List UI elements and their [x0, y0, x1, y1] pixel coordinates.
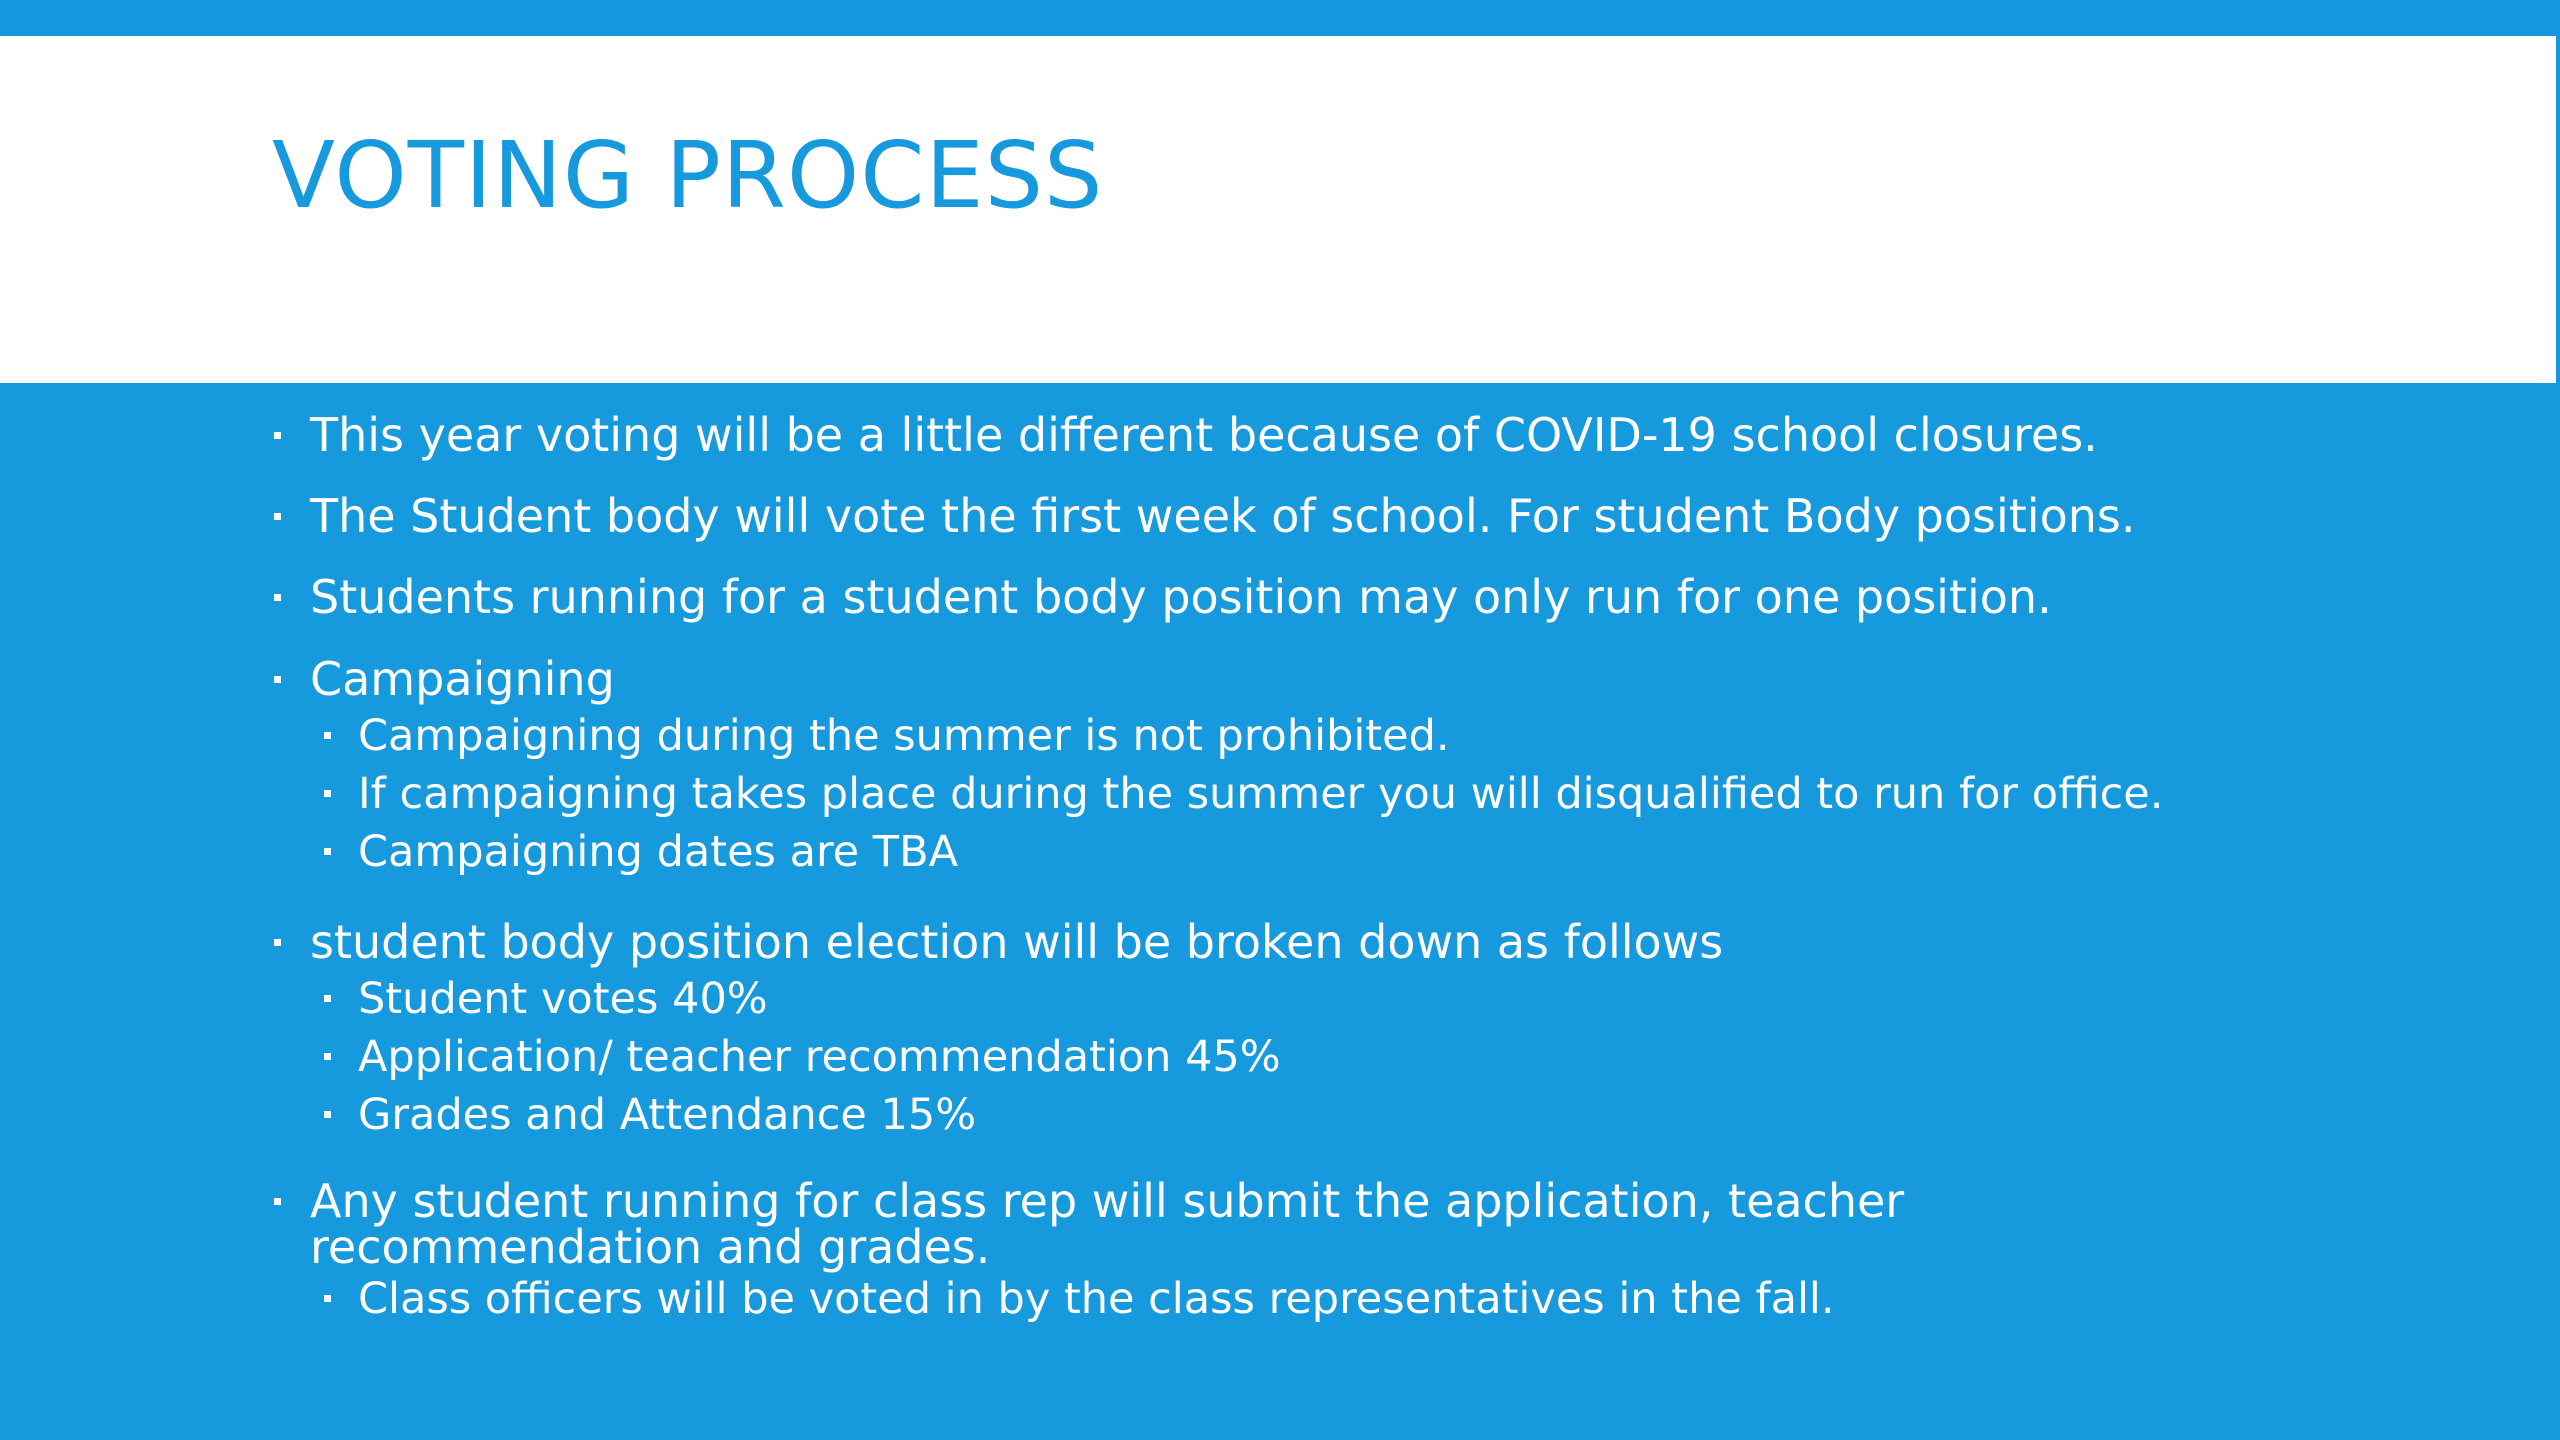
list-item [272, 1174, 2250, 1275]
bullet-text: The Student body will vote the first week of school. For student Body positions. [310, 489, 2136, 544]
bullet-text: student body position election will be broken down as follows [310, 914, 1724, 969]
bullet-text: Any student running for class rep will submit the application, teacher recommendation and grades. [310, 1174, 1905, 1275]
bullet-icon [274, 939, 281, 946]
sub-bullet-icon [324, 848, 331, 855]
sub-list-item [272, 765, 2322, 823]
bullet-icon [274, 676, 281, 683]
sub-bullet-text: Campaigning dates are TBA [358, 826, 958, 877]
sub-bullet-text: Class officers will be voted in by the class representatives in the fall. [358, 1274, 1835, 1325]
sub-list-item [272, 1270, 2322, 1328]
top-accent-band [0, 0, 2560, 36]
sub-list-item [272, 823, 2322, 881]
bullet-text: Students running for a student body position may only run for one position. [310, 570, 2052, 625]
sub-bullet-icon [324, 790, 331, 797]
sub-list-item [272, 707, 2322, 765]
list-item [272, 408, 2322, 463]
right-edge-strip [2556, 36, 2560, 383]
bullet-icon [274, 513, 281, 520]
title-area [0, 36, 2556, 383]
bullet-icon [274, 1198, 281, 1205]
list-item [272, 915, 2322, 970]
sub-bullet-icon [324, 732, 331, 739]
bullet-list [272, 408, 2322, 1328]
sub-bullet-text: Application/ teacher recommendation 45% [358, 1032, 1281, 1083]
sub-list-item [272, 1086, 2322, 1144]
bullet-text: This year voting will be a little different because of COVID-19 school closures. [310, 408, 2098, 462]
sub-list-item [272, 1028, 2322, 1086]
list-item [272, 570, 2322, 625]
bullet-icon [274, 432, 281, 439]
sub-bullet-icon [324, 995, 331, 1002]
list-item [272, 489, 2322, 544]
slide-title: VOTING PROCESS [272, 122, 1104, 229]
list-item [272, 652, 2322, 707]
sub-list-item [272, 970, 2322, 1028]
sub-bullet-text: Grades and Attendance 15% [358, 1090, 977, 1141]
sub-bullet-text: If campaigning takes place during the summer you will disqualified to run for office. [358, 768, 2164, 819]
sub-bullet-icon [324, 1111, 331, 1118]
sub-bullet-icon [324, 1053, 331, 1060]
bullet-text: Campaigning [310, 651, 615, 706]
bullet-icon [274, 594, 281, 601]
sub-bullet-text: Campaigning during the summer is not prohibited. [358, 710, 1450, 761]
sub-bullet-icon [324, 1295, 331, 1302]
sub-bullet-text: Student votes 40% [358, 974, 768, 1025]
